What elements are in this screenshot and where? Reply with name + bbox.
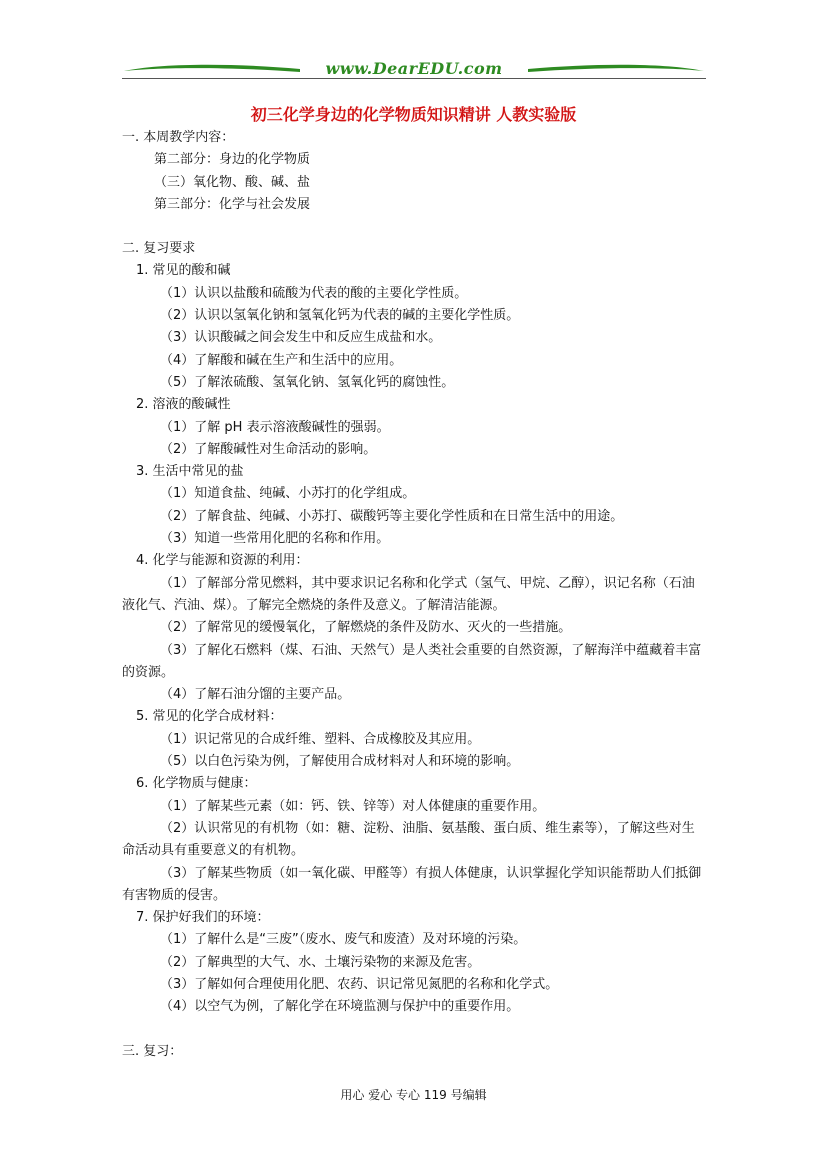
section-heading: 一. 本周教学内容： [122, 130, 235, 145]
list-item: （3）了解某些物质（如一氧化碳、甲醛等）有损人体健康，认识掌握化学知识能帮助人们抵御有害物质的侵害。 [122, 865, 702, 903]
list-item: （1）了解部分常见燃料，其中要求识记名称和化学式（氢气、甲烷、乙醇），识记名称（石油液化气、汽油、煤）。了解完全燃烧的条件及意义。了解清洁能源。 [122, 575, 695, 613]
group-title: 1. 常见的酸和碱 [136, 263, 231, 279]
text-line: 第三部分：化学与社会发展 [154, 196, 311, 212]
group-title: 5. 常见的化学合成材料： [136, 709, 283, 725]
text-line: 第二部分：身边的化学物质 [154, 152, 311, 168]
list-item: （4）了解石油分馏的主要产品。 [160, 687, 351, 703]
list-item: （1）认识以盐酸和硫酸为代表的酸的主要化学性质。 [160, 285, 468, 301]
list-item: （4）以空气为例，了解化学在环境监测与保护中的重要作用。 [160, 999, 520, 1015]
section-heading: 二. 复习要求 [122, 241, 196, 257]
list-item: （2）了解食盐、纯碱、小苏打、碳酸钙等主要化学性质和在日常生活中的用途。 [160, 508, 624, 524]
page-footer: 用心 爱心 专心 119 号编辑 [340, 1088, 487, 1102]
list-item: （3）认识酸碱之间会发生中和反应生成盐和水。 [160, 330, 442, 346]
group-title: 2. 溶液的酸碱性 [136, 397, 231, 413]
list-item: （5）以白色污染为例，了解使用合成材料对人和环境的影响。 [160, 754, 520, 770]
document-body [122, 127, 706, 1063]
list-item: （3）了解化石燃料（煤、石油、天然气）是人类社会重要的自然资源，了解海洋中蕴藏着丰富的资源。 [122, 642, 702, 680]
list-item: （4）了解酸和碱在生产和生活中的应用。 [160, 352, 403, 368]
list-item: （1）知道食盐、纯碱、小苏打的化学组成。 [160, 486, 416, 502]
list-item: （2）了解酸碱性对生命活动的影响。 [160, 441, 377, 457]
list-item: （2）认识以氢氧化钠和氢氧化钙为代表的碱的主要化学性质。 [160, 308, 520, 324]
group-title: 4. 化学与能源和资源的利用： [136, 553, 309, 569]
section-heading: 三. 复习： [122, 1043, 183, 1059]
text-line: （三）氧化物、酸、碱、盐 [154, 174, 311, 190]
site-header [122, 55, 706, 85]
list-item: （3）了解如何合理使用化肥、农药、识记常见氮肥的名称和化学式。 [160, 976, 559, 992]
list-item: （5）了解浓硫酸、氢氧化钠、氢氧化钙的腐蚀性。 [160, 374, 455, 390]
site-url: www.DearEDU.com [325, 59, 503, 78]
list-item: （2）了解常见的缓慢氧化，了解燃烧的条件及防水、灭火的一些措施。 [160, 620, 572, 636]
list-item: （2）认识常见的有机物（如：糖、淀粉、油脂、氨基酸、蛋白质、维生素等），了解这些对生命活动具有重要意义的有机物。 [122, 820, 695, 859]
group-title: 6. 化学物质与健康： [136, 776, 257, 792]
list-item: （1）了解某些元素（如：钙、铁、锌等）对人体健康的重要作用。 [160, 798, 546, 814]
group-title: 3. 生活中常见的盐 [136, 464, 244, 480]
list-item: （1）了解什么是“三废”（废水、废气和废渣）及对环境的污染。 [160, 932, 527, 948]
header-divider [122, 78, 706, 79]
list-item: （3）知道一些常用化肥的名称和作用。 [160, 531, 390, 547]
list-item: （1）了解 pH 表示溶液酸碱性的强弱。 [160, 419, 390, 435]
list-item: （1）识记常见的合成纤维、塑料、合成橡胶及其应用。 [160, 731, 481, 747]
list-item: （2）了解典型的大气、水、土壤污染物的来源及危害。 [160, 954, 481, 970]
group-title: 7. 保护好我们的环境： [136, 910, 270, 926]
page-title: 初三化学身边的化学物质知识精讲 人教实验版 [250, 105, 577, 124]
